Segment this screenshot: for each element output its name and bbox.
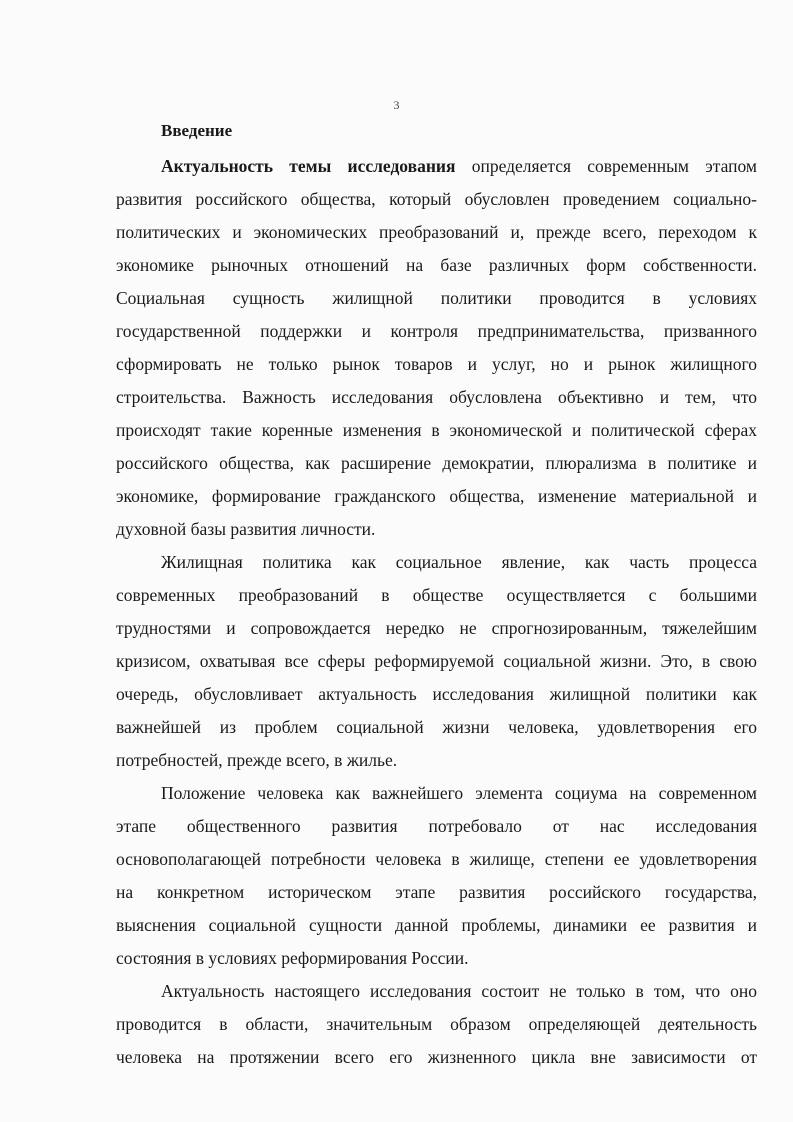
text-line: политических и экономических преобразований и, прежде всего, переходом к [116, 222, 757, 242]
bold-lead-phrase: Актуальность темы исследования [161, 156, 456, 176]
text-line: очередь, обусловливает актуальность исследования жилищной политики как [116, 684, 757, 704]
text-line: этапе общественного развития потребовало от нас исследования [116, 816, 757, 836]
text-line: государственной поддержки и контроля предпринимательства, призванного [116, 321, 757, 341]
text-line: основополагающей потребности человека в жилище, степени ее удовлетворения [116, 849, 757, 869]
text-line: состояния в условиях реформирования России. [116, 948, 469, 968]
text-line: человека на протяжении всего его жизненного цикла вне зависимости от [116, 1047, 757, 1067]
text-line: кризисом, охватывая все сферы реформируемой социальной жизни. Это, в свою [116, 651, 757, 671]
text-line: на конкретном историческом этапе развития российского государства, [116, 882, 757, 902]
text-line: происходят такие коренные изменения в экономической и политической сферах [116, 420, 757, 440]
text-line: экономике, формирование гражданского общества, изменение материальной и [116, 486, 757, 506]
text-line: проводится в области, значительным образом определяющей деятельность [116, 1014, 757, 1034]
text-line: Социальная сущность жилищной политики проводится в условиях [116, 288, 757, 308]
paragraph [116, 777, 757, 975]
section-heading: Введение [161, 121, 233, 140]
text-line: потребностей, прежде всего, в жилье. [116, 750, 398, 770]
text-line: трудностями и сопровождается нередко не спрогнозированным, тяжелейшим [116, 618, 757, 638]
text-line: развития российского общества, который обусловлен проведением социально- [116, 189, 757, 209]
text-line: российского общества, как расширение демократии, плюрализма в политике и [116, 453, 757, 473]
text-line: строительства. Важность исследования обусловлена объективно и тем, что [116, 387, 757, 407]
text-line: духовной базы развития личности. [116, 519, 376, 539]
text-line: выяснения социальной сущности данной проблемы, динамики ее развития и [116, 915, 757, 935]
text-line: Положение человека как важнейшего элемента социума на современном [161, 783, 757, 803]
paragraph [116, 150, 757, 546]
text-line: Жилищная политика как социальное явление, как часть процесса [161, 552, 757, 572]
paragraph [116, 975, 757, 1074]
text-line: современных преобразований в обществе осуществляется с большими [116, 585, 757, 605]
page-content [116, 117, 757, 1074]
text-line: важнейшей из проблем социальной жизни человека, удовлетворения его [116, 717, 757, 737]
paragraph [116, 546, 757, 777]
page-number: 3 [393, 98, 400, 112]
text-line: Актуальность темы исследования определяется современным этапом [161, 156, 757, 176]
text-line: экономике рыночных отношений на базе различных форм собственности. [116, 255, 757, 275]
text-line: Актуальность настоящего исследования состоит не только в том, что оно [161, 981, 757, 1001]
text-line: сформировать не только рынок товаров и услуг, но и рынок жилищного [116, 354, 757, 374]
